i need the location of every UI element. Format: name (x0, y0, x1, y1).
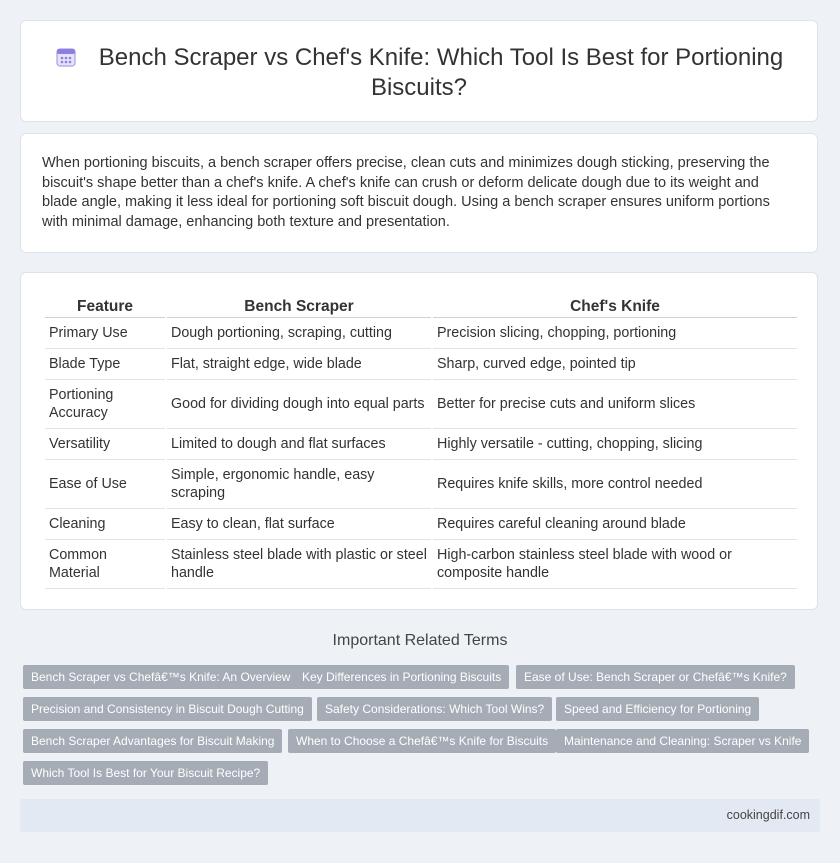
chefs-knife-cell: Highly versatile - cutting, chopping, slicing (433, 429, 797, 460)
chefs-knife-cell: Requires knife skills, more control needed (433, 460, 797, 509)
table-header-row (45, 296, 797, 318)
related-term-link[interactable]: Bench Scraper vs Chefâ€™s Knife: An Overview (23, 665, 298, 689)
related-term-link[interactable]: Ease of Use: Bench Scraper or Chefâ€™s Knife? (516, 665, 795, 689)
bench-scraper-cell: Simple, ergonomic handle, easy scraping (167, 460, 431, 509)
chefs-knife-cell: Sharp, curved edge, pointed tip (433, 349, 797, 380)
page-title-text: Bench Scraper vs Chef's Knife: Which Tool Is Best for Portioning Biscuits? (98, 44, 784, 101)
bench-scraper-cell: Dough portioning, scraping, cutting (167, 318, 431, 349)
table-row (45, 318, 797, 349)
feature-cell: Blade Type (45, 349, 165, 380)
header-card (20, 20, 818, 122)
header-feature: Feature (45, 296, 165, 318)
table-row (45, 380, 797, 429)
intro-text: When portioning biscuits, a bench scraper offers precise, clean cuts and minimizes dough sticking, preserving the biscuit's shape better than a chef's knife. A chef's knife can crush or deform delicate dough due to its weight and blade angle, making it less ideal for portioning soft biscuit dough. Using a bench scraper ensures uniform portions with minimal damage, enhancing both texture and presentation. (42, 155, 770, 230)
comparison-card (20, 272, 818, 610)
feature-cell: Portioning Accuracy (45, 380, 165, 429)
comparison-table (43, 296, 799, 589)
related-term-link[interactable]: When to Choose a Chefâ€™s Knife for Biscuits (288, 729, 556, 753)
related-term-link[interactable]: Key Differences in Portioning Biscuits (294, 665, 509, 689)
header-bench-scraper: Bench Scraper (167, 296, 431, 318)
feature-cell: Cleaning (45, 509, 165, 540)
chefs-knife-cell: Better for precise cuts and uniform slices (433, 380, 797, 429)
bench-scraper-cell: Stainless steel blade with plastic or steel handle (167, 540, 431, 589)
feature-cell: Primary Use (45, 318, 165, 349)
related-term-link[interactable]: Safety Considerations: Which Tool Wins? (317, 697, 552, 721)
footer (20, 799, 820, 832)
bench-scraper-cell: Easy to clean, flat surface (167, 509, 431, 540)
related-term-link[interactable]: Bench Scraper Advantages for Biscuit Making (23, 729, 282, 753)
table-row (45, 509, 797, 540)
feature-cell: Ease of Use (45, 460, 165, 509)
page-title (51, 43, 787, 103)
bench-scraper-cell: Flat, straight edge, wide blade (167, 349, 431, 380)
table-row (45, 460, 797, 509)
calendar-icon (55, 46, 77, 68)
table-row (45, 540, 797, 589)
bench-scraper-cell: Good for dividing dough into equal parts (167, 380, 431, 429)
chefs-knife-cell: Precision slicing, chopping, portioning (433, 318, 797, 349)
related-term-link[interactable]: Which Tool Is Best for Your Biscuit Recipe? (23, 761, 268, 785)
chefs-knife-cell: High-carbon stainless steel blade with wood or composite handle (433, 540, 797, 589)
feature-cell: Versatility (45, 429, 165, 460)
table-row (45, 429, 797, 460)
related-term-link[interactable]: Speed and Efficiency for Portioning (556, 697, 759, 721)
related-terms-title: Important Related Terms (332, 632, 508, 649)
header-chefs-knife: Chef's Knife (433, 296, 797, 318)
related-term-link[interactable]: Maintenance and Cleaning: Scraper vs Knife (556, 729, 809, 753)
feature-cell: Common Material (45, 540, 165, 589)
intro-card (20, 133, 818, 253)
table-row (45, 349, 797, 380)
site-name[interactable]: cookingdif.com (726, 808, 810, 822)
related-term-link[interactable]: Precision and Consistency in Biscuit Dough Cutting (23, 697, 312, 721)
chefs-knife-cell: Requires careful cleaning around blade (433, 509, 797, 540)
bench-scraper-cell: Limited to dough and flat surfaces (167, 429, 431, 460)
